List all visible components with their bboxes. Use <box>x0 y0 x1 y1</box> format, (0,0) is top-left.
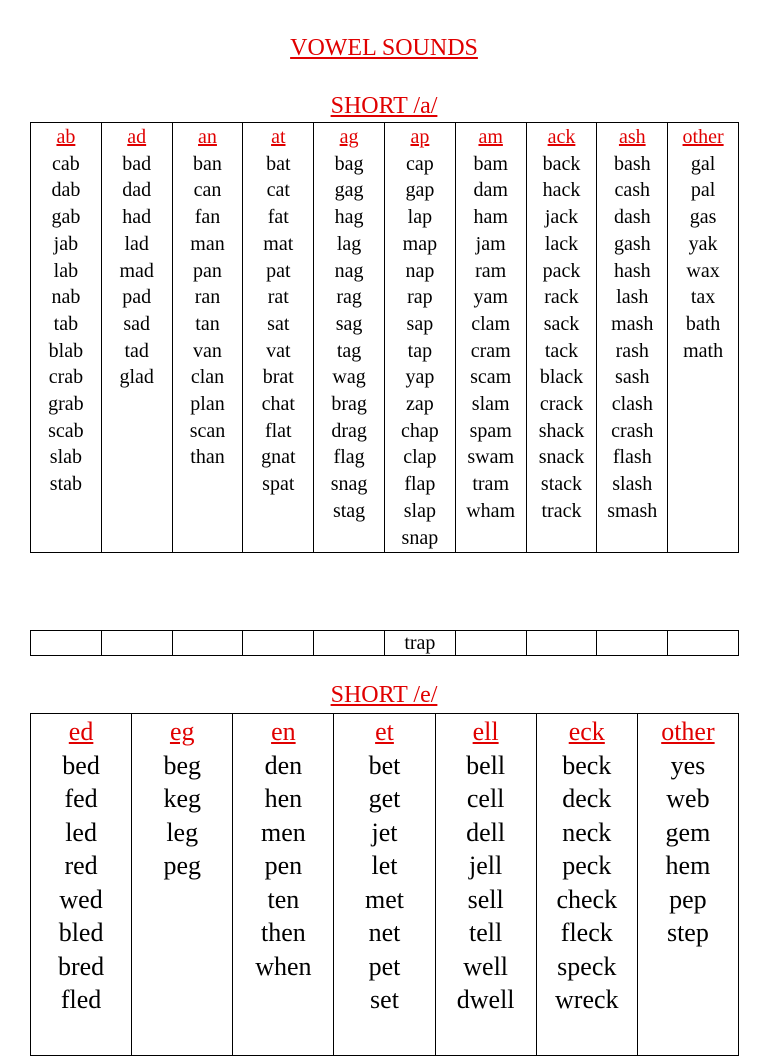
word: stab <box>49 473 82 496</box>
word: slam <box>471 393 510 416</box>
word: rap <box>407 286 433 309</box>
short-e-heading: SHORT /e/ <box>330 682 438 708</box>
document-title: VOWEL SOUNDS <box>290 35 478 61</box>
word: leg <box>166 817 199 847</box>
word-column-at <box>243 123 314 553</box>
word: flag <box>333 446 365 469</box>
word: tram <box>472 473 509 496</box>
word: rat <box>267 286 289 309</box>
word-column-et <box>334 714 435 1056</box>
word: scab <box>48 419 84 442</box>
word: hem <box>665 851 711 880</box>
word: gnat <box>261 446 296 469</box>
word-column-other <box>637 714 738 1056</box>
word: bag <box>334 152 364 175</box>
column-header: ack <box>547 126 576 148</box>
word: crab <box>48 366 84 389</box>
word: clap <box>403 446 437 469</box>
word: beg <box>163 750 201 780</box>
word: snag <box>330 473 368 496</box>
word-column-ell <box>435 714 536 1056</box>
word: mash <box>611 312 654 335</box>
word-column-eck <box>536 714 637 1056</box>
word: mat <box>263 232 294 255</box>
word: slap <box>403 499 436 522</box>
column-header: am <box>478 126 503 148</box>
word: brat <box>262 366 294 389</box>
word: back <box>542 152 581 175</box>
column-header: other <box>661 717 715 746</box>
word: bad <box>122 152 152 175</box>
word: hack <box>542 179 581 202</box>
word: smash <box>607 499 658 522</box>
word: pet <box>368 951 401 981</box>
word: pad <box>122 286 152 309</box>
word-column-en <box>233 714 334 1056</box>
word: well <box>463 951 509 981</box>
column-header: ap <box>410 126 430 148</box>
word: scan <box>189 419 226 442</box>
word: cram <box>470 339 511 362</box>
word: peg <box>163 851 201 880</box>
word: dab <box>51 179 81 202</box>
short-a-continuation-table <box>30 630 739 656</box>
word: sell <box>467 884 504 914</box>
word: shack <box>538 419 585 442</box>
word: gal <box>690 152 716 175</box>
word: gem <box>665 817 711 847</box>
word: bath <box>685 312 721 335</box>
word: yak <box>688 232 718 255</box>
word: hash <box>613 259 651 282</box>
word: stag <box>332 499 366 522</box>
word: wed <box>59 884 103 914</box>
short-a-table-row <box>31 123 739 553</box>
word: tag <box>336 339 362 362</box>
word: drag <box>331 419 367 442</box>
word: set <box>370 985 399 1014</box>
word: wham <box>466 499 516 522</box>
word: sash <box>615 366 650 389</box>
continuation-cell <box>668 631 739 656</box>
word: flash <box>612 446 652 469</box>
continuation-cell <box>314 631 385 656</box>
word: bash <box>613 152 651 175</box>
word: beck <box>562 750 612 780</box>
word: fleck <box>560 918 613 947</box>
word-column-ack <box>526 123 597 553</box>
word-column-ap <box>384 123 455 553</box>
word: van <box>193 339 222 362</box>
word-column-ad <box>101 123 172 553</box>
word: lash <box>616 286 649 309</box>
word: plan <box>190 393 225 416</box>
word: nab <box>51 286 81 309</box>
word-column-eg <box>132 714 233 1056</box>
word: zap <box>406 393 434 416</box>
word: tell <box>469 918 503 947</box>
word: slash <box>612 473 653 496</box>
short-a-table <box>30 122 739 553</box>
word: dash <box>613 206 651 229</box>
column-header: eck <box>568 717 605 746</box>
word: brag <box>331 393 367 416</box>
word: chap <box>401 419 439 442</box>
word: snack <box>538 446 585 469</box>
word: cash <box>614 179 651 202</box>
word: flap <box>404 473 436 496</box>
word: clash <box>611 393 653 416</box>
continuation-cell <box>101 631 172 656</box>
continuation-cell <box>31 631 102 656</box>
word: vat <box>266 339 291 362</box>
column-header: eg <box>169 717 195 746</box>
word: check <box>556 884 618 914</box>
word: pep <box>669 884 707 914</box>
word-column-ed <box>31 714 132 1056</box>
word: then <box>260 918 306 947</box>
word: bed <box>62 750 100 780</box>
column-header: at <box>271 126 286 148</box>
word-column-ash <box>597 123 668 553</box>
word: neck <box>562 817 612 847</box>
short-a-heading: SHORT /a/ <box>330 93 438 119</box>
word: bam <box>473 152 508 175</box>
word: keg <box>163 784 201 813</box>
word: lag <box>336 232 362 255</box>
word: nap <box>405 259 435 282</box>
word: pan <box>193 259 222 282</box>
word: sad <box>123 312 151 335</box>
word: yam <box>473 286 508 309</box>
word: grab <box>48 393 84 416</box>
continuation-cell <box>243 631 314 656</box>
word: gash <box>613 232 651 255</box>
word: sap <box>406 312 434 335</box>
word: black <box>539 366 584 389</box>
word: clam <box>471 312 511 335</box>
word: gap <box>405 179 435 202</box>
word: lap <box>407 206 433 229</box>
column-header: other <box>682 126 724 148</box>
word: hag <box>334 206 364 229</box>
word: gag <box>334 179 364 202</box>
word: nag <box>334 259 364 282</box>
word: dam <box>473 179 508 202</box>
word: pack <box>542 259 581 282</box>
word: pat <box>266 259 291 282</box>
word: fan <box>194 206 221 229</box>
word: cat <box>266 179 290 202</box>
word: let <box>371 851 398 880</box>
word: dwell <box>456 985 515 1014</box>
word: bell <box>466 750 506 780</box>
column-header: ash <box>618 126 646 148</box>
column-header: ab <box>56 126 76 148</box>
word: swam <box>467 446 515 469</box>
word-column-ab <box>31 123 102 553</box>
word: met <box>364 884 404 914</box>
word: ban <box>193 152 222 175</box>
word: flat <box>264 419 292 442</box>
word: cab <box>52 152 80 175</box>
word: sat <box>267 312 290 335</box>
column-header: an <box>198 126 217 148</box>
continuation-cell <box>172 631 243 656</box>
column-header: ell <box>472 717 499 746</box>
word: yes <box>670 750 706 780</box>
word: had <box>122 206 152 229</box>
word: fled <box>60 985 102 1014</box>
word: tab <box>53 312 79 335</box>
continuation-cell <box>455 631 526 656</box>
word: tad <box>124 339 149 362</box>
word: mad <box>119 259 154 282</box>
word: crash <box>611 419 654 442</box>
word: sack <box>543 312 580 335</box>
continuation-cell <box>526 631 597 656</box>
word: rag <box>336 286 362 309</box>
continuation-cell: trap <box>384 631 455 656</box>
word: scam <box>470 366 512 389</box>
word: rash <box>615 339 649 362</box>
word: math <box>683 339 724 362</box>
word: sag <box>335 312 363 335</box>
word: hen <box>264 784 303 813</box>
word: tan <box>195 312 220 335</box>
word: rack <box>544 286 579 309</box>
word: wag <box>332 366 366 389</box>
word: snap <box>401 526 439 549</box>
short-e-table-row <box>31 714 739 1056</box>
word: chat <box>261 393 295 416</box>
word: than <box>190 446 225 469</box>
column-header: ag <box>339 126 359 148</box>
word: net <box>368 918 401 947</box>
word: tax <box>690 286 716 309</box>
word: bred <box>57 951 105 981</box>
short-a-continuation-row <box>31 631 739 656</box>
word: step <box>666 918 709 947</box>
word: deck <box>562 784 612 813</box>
word: blab <box>48 339 84 362</box>
word: ram <box>475 259 507 282</box>
word: fat <box>267 206 289 229</box>
word: gas <box>689 206 717 229</box>
word: map <box>402 232 438 255</box>
word: spat <box>262 473 295 496</box>
word: red <box>64 851 98 880</box>
word: when <box>255 951 312 981</box>
word: track <box>541 499 582 522</box>
word: web <box>666 784 710 813</box>
word: get <box>368 784 401 813</box>
word: bet <box>368 750 401 780</box>
word: pen <box>264 851 303 880</box>
word: bat <box>266 152 291 175</box>
word: ten <box>267 884 300 914</box>
word: yap <box>405 366 435 389</box>
word: ran <box>194 286 221 309</box>
word: crack <box>539 393 584 416</box>
word: lad <box>124 232 149 255</box>
word: fed <box>64 784 98 813</box>
word-column-other <box>668 123 739 553</box>
word: stack <box>540 473 583 496</box>
word: men <box>260 817 306 847</box>
word: peck <box>562 851 612 880</box>
word: wax <box>686 259 720 282</box>
word: speck <box>557 951 617 981</box>
word: jab <box>53 232 79 255</box>
column-header: et <box>375 717 394 746</box>
word: lack <box>544 232 579 255</box>
word-column-am <box>455 123 526 553</box>
word: can <box>193 179 222 202</box>
word: cap <box>406 152 434 175</box>
word: jack <box>544 206 579 229</box>
word: lab <box>53 259 79 282</box>
word: gab <box>51 206 81 229</box>
word-column-ag <box>314 123 385 553</box>
word: clan <box>190 366 225 389</box>
column-header: en <box>271 717 296 746</box>
word: jet <box>371 817 398 847</box>
word: pal <box>690 179 716 202</box>
word: jam <box>475 232 506 255</box>
column-header: ed <box>68 717 94 746</box>
word: dell <box>466 817 506 847</box>
word: glad <box>119 366 154 389</box>
word: bled <box>58 918 104 947</box>
word-column-an <box>172 123 243 553</box>
word: spam <box>469 419 512 442</box>
word: jell <box>469 851 503 880</box>
word: dad <box>122 179 152 202</box>
short-e-table <box>30 713 739 1056</box>
continuation-cell <box>597 631 668 656</box>
word: tack <box>544 339 579 362</box>
word: tap <box>407 339 433 362</box>
word: ham <box>473 206 508 229</box>
word: led <box>65 817 97 847</box>
word: slab <box>49 446 82 469</box>
word: wreck <box>555 985 619 1014</box>
word: den <box>264 750 303 780</box>
word: cell <box>466 784 505 813</box>
column-header: ad <box>127 126 147 148</box>
word: man <box>190 232 225 255</box>
